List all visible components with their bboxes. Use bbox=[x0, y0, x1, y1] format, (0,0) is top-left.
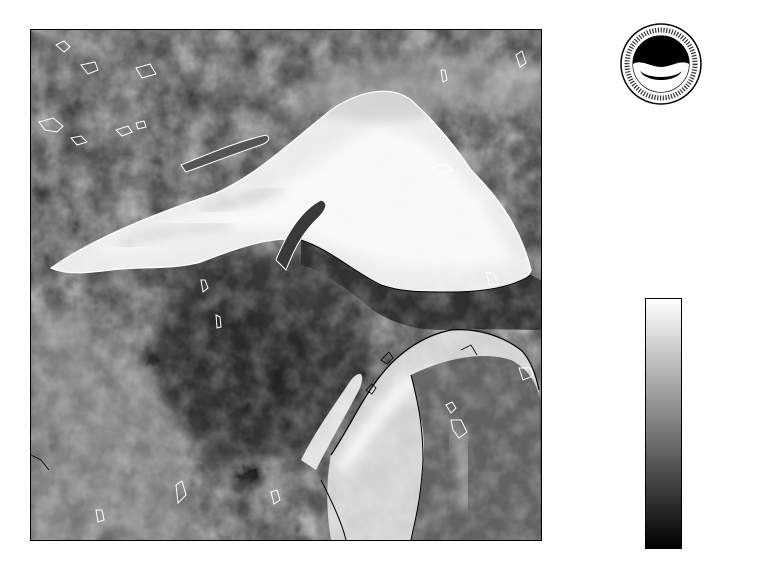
noaa-logo bbox=[620, 23, 702, 105]
satellite-map bbox=[30, 29, 542, 541]
satellite-image bbox=[31, 30, 541, 540]
reflectance-colorbar bbox=[645, 298, 682, 549]
